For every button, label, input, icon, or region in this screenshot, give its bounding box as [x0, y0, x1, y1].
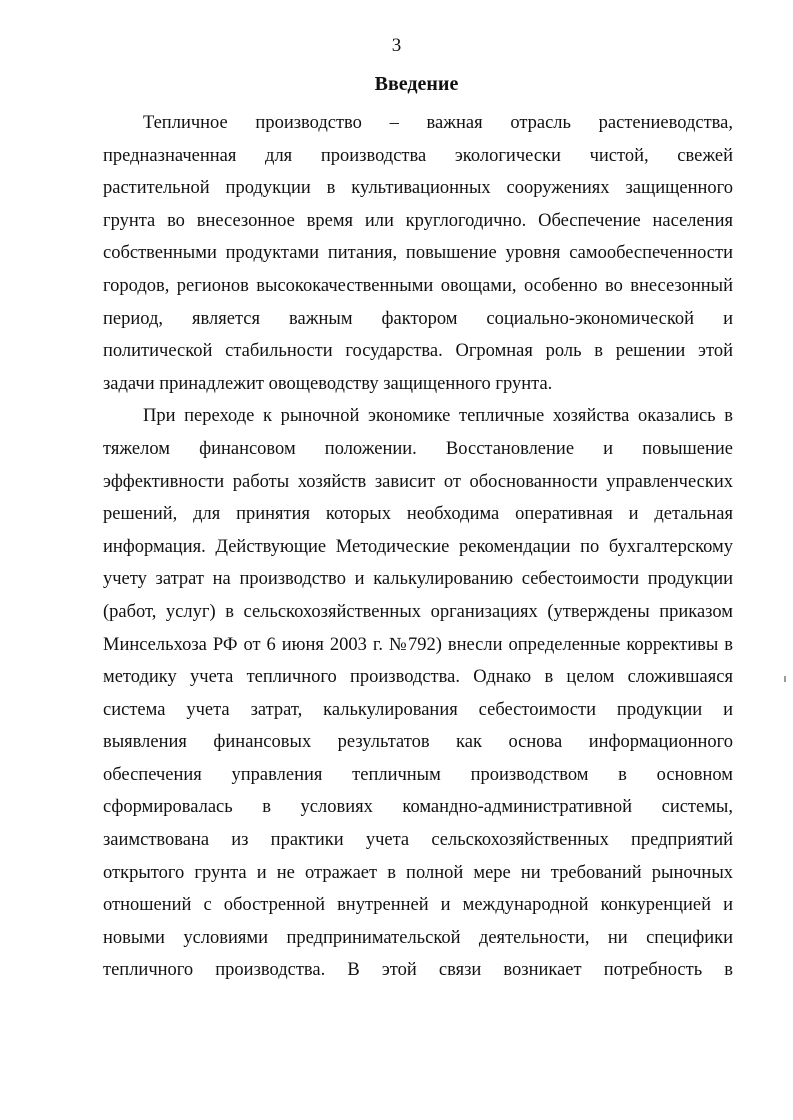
text-line: собственными продуктами питания, повышение уровня самообеспеченности [103, 243, 733, 264]
text-line: При переходе к рыночной экономике тепличные хозяйства оказались в [143, 406, 733, 427]
text-line: Минсельхоза РФ от 6 июня 2003 г. №792) внесли определенные коррективы в [103, 634, 733, 655]
scan-artifact [784, 676, 786, 682]
text-line: заимствована из практики учета сельскохозяйственных предприятий [103, 830, 733, 851]
text-line: эффективности работы хозяйств зависит от обоснованности управленческих [103, 471, 733, 492]
text-line: методику учета тепличного производства. Однако в целом сложившаяся [103, 667, 733, 688]
body-text [103, 107, 733, 987]
text-line: учету затрат на производство и калькулированию себестоимости продукции [103, 569, 733, 590]
text-line: система учета затрат, калькулирования себестоимости продукции и [103, 699, 733, 720]
page-number: 3 [391, 35, 402, 56]
text-line: предназначенная для производства экологически чистой, свежей [103, 145, 733, 166]
paragraph-1 [103, 107, 733, 400]
text-line: решений, для принятия которых необходима оперативная и детальная [103, 504, 733, 525]
text-line: тепличного производства. В этой связи возникает потребность в [103, 960, 733, 981]
text-line: задачи принадлежит овощеводству защищенного грунта. [103, 373, 553, 394]
text-line: растительной продукции в культивационных сооружениях защищенного [103, 178, 733, 199]
text-line: (работ, услуг) в сельскохозяйственных организациях (утверждены приказом [103, 601, 733, 622]
text-line: тяжелом финансовом положении. Восстановление и повышение [103, 438, 733, 459]
text-line: городов, регионов высококачественными овощами, особенно во внесезонный [103, 275, 733, 296]
section-heading: Введение [374, 73, 459, 95]
text-line: отношений с обостренной внутренней и международной конкуренцией и [103, 895, 733, 916]
text-line: грунта во внесезонное время или круглогодично. Обеспечение населения [103, 210, 733, 231]
text-line: обеспечения управления тепличным производством в основном [103, 764, 733, 785]
text-line: Тепличное производство – важная отрасль растениеводства, [143, 113, 733, 133]
text-line: новыми условиями предпринимательской деятельности, ни специфики [103, 927, 733, 948]
text-line: открытого грунта и не отражает в полной мере ни требований рыночных [103, 862, 733, 883]
text-line: информация. Действующие Методические рекомендации по бухгалтерскому [103, 536, 733, 557]
text-line: сформировалась в условиях командно-административной системы, [103, 797, 733, 818]
text-line: период, является важным фактором социально-экономической и [103, 308, 733, 329]
text-line: политической стабильности государства. Огромная роль в решении этой [103, 341, 733, 362]
paragraph-2 [103, 400, 733, 987]
text-line: выявления финансовых результатов как основа информационного [103, 732, 733, 753]
